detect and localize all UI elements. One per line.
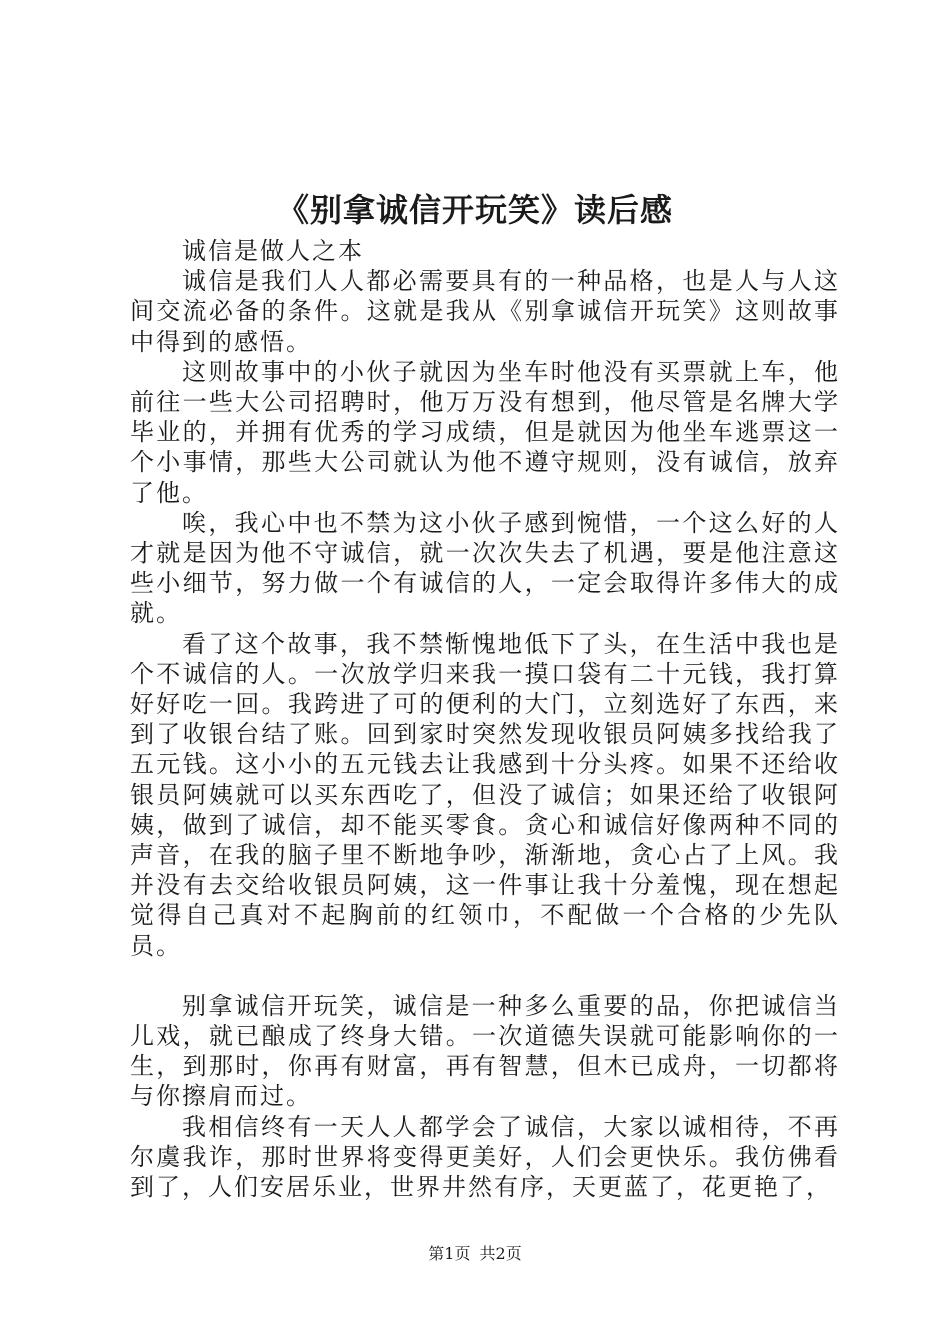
paragraph-subtitle: 诚信是做人之本 [182,237,364,265]
page-footer [0,1243,950,1265]
paragraph: 这则故事中的小伙子就因为坐车时他没有买票就上车，他前往一些大公司招聘时，他万万没有想到，他尽管是名牌大学毕业的，并拥有优秀的学习成绩，但是就因为他坐车逃票这一个小事情，那些大公司就认为他不遵守规则，没有诚信，放弃了他。 [130,357,840,507]
paragraph: 唉，我心中也不禁为这小伙子感到惋惜，一个这么好的人才就是因为他不守诚信，就一次次失去了机遇，要是他注意这些小细节，努力做一个有诚信的人，一定会取得许多伟大的成就。 [130,508,840,628]
paragraph: 诚信是我们人人都必需要具有的一种品格，也是人与人这间交流必备的条件。这就是我从《别拿诚信开玩笑》这则故事中得到的感悟。 [130,267,840,356]
page-total: 共2页 [479,1244,522,1263]
paragraph: 看了这个故事，我不禁惭愧地低下了头，在生活中我也是个不诚信的人。一次放学归来我一摸口袋有二十元钱，我打算好好吃一回。我跨进了可的便利的大门，立刻选好了东西，来到了收银台结了账。回到家时突然发现收银员阿姨多找给我了五元钱。这小小的五元钱去让我感到十分头疼。如果不还给收银员阿姨就可以买东西吃了，但没了诚信；如果还给了收银阿姨，做到了诚信，却不能买零食。贪心和诚信好像两种不同的声音，在我的脑子里不断地争吵，渐渐地，贪心占了上风。我并没有去交给收银员阿姨，这一件事让我十分羞愧，现在想起觉得自己真对不起胸前的红领巾，不配做一个合格的少先队员。 [130,629,840,960]
document-title: 《别拿诚信开玩笑》读后感 [276,191,673,229]
paragraph: 我相信终有一天人人都学会了诚信，大家以诚相待，不再尔虞我诈，那时世界将变得更美好，人们会更快乐。我仿佛看到了，人们安居乐业，世界井然有序，天更蓝了，花更艳了， [130,1112,840,1202]
paragraph: 别拿诚信开玩笑，诚信是一种多么重要的品，你把诚信当儿戏，就已酿成了终身大错。一次道德失误就可能影响你的一生，到那时，你再有财富，再有智慧，但木已成舟，一切都将与你擦肩而过。 [130,991,840,1111]
page-number: 第1页 [428,1244,471,1263]
document-body [130,236,840,1202]
